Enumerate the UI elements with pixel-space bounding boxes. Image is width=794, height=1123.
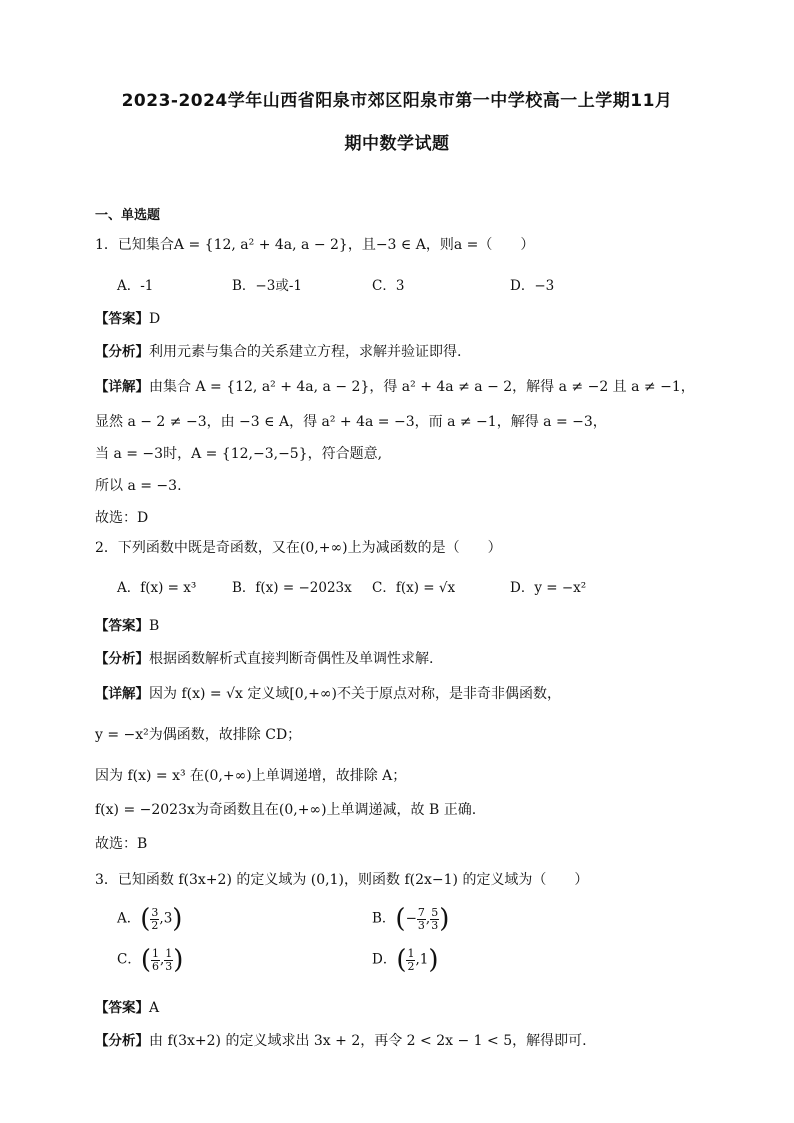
q1-stem-mid: ，且	[347, 237, 376, 253]
option-label: B．	[372, 910, 396, 927]
q2-detail-1	[95, 682, 561, 703]
answer-value: A	[149, 1000, 160, 1016]
q3-option-a: A．( $\frac{3}{2}$ ,3)	[117, 904, 183, 934]
q2-analysis	[95, 647, 433, 668]
q1-stem-end: （ ）	[478, 237, 535, 253]
section-heading: 一、单选题	[95, 208, 161, 223]
q3-option-d: D．( $\frac{1}{2}$ ,1)	[372, 945, 439, 975]
answer-tag: 【答案】	[95, 311, 149, 327]
fraction: $\frac{1}{3}$	[165, 946, 173, 973]
analysis-tag: 【分析】	[95, 344, 149, 360]
q1-detail-2: 显然 a − 2 ≠ −3，由 −3 ∈ A，得 a² + 4a = −3，而 a ≠ −1，解得 a = −3，	[95, 414, 607, 430]
q2-stem: 2．下列函数中既是奇函数，又在(0,+∞)上为减函数的是（ ）	[95, 540, 502, 556]
option-label: C．	[117, 951, 141, 968]
q2-answer	[95, 614, 159, 634]
q1-choose: 故选：D	[95, 510, 149, 526]
q3-answer	[95, 996, 159, 1016]
fraction: $\frac{5}{3}$	[431, 905, 439, 932]
q1-detail-1	[95, 375, 695, 396]
q1-stem-cond: −3 ∈ A	[375, 237, 426, 253]
q3-stem: 3．已知函数 f(3x+2) 的定义域为 (0,1)，则函数 f(2x−1) 的定义域为（ ）	[95, 872, 589, 888]
analysis-text: 根据函数解析式直接判断奇偶性及单调性求解.	[149, 651, 434, 667]
answer-tag: 【答案】	[95, 618, 149, 634]
q1-option-a: A．-1	[117, 278, 154, 294]
q2-option-c: C．f(x) = √x	[372, 580, 456, 596]
answer-value: B	[149, 618, 160, 634]
q1-option-b: B．−3或-1	[232, 278, 302, 294]
q1-analysis	[95, 340, 461, 361]
q3-option-c: C．( $\frac{1}{6}$ , $\frac{1}{3}$ )	[117, 945, 184, 975]
q1-stem-set: A = {12, a² + 4a, a − 2}	[173, 237, 348, 253]
analysis-tag: 【分析】	[95, 651, 149, 667]
answer-value: D	[149, 311, 161, 327]
q1-option-c: C．3	[372, 278, 405, 294]
fraction: $\frac{7}{3}$	[417, 905, 425, 932]
analysis-tag: 【分析】	[95, 1033, 149, 1049]
q3-option-b: B．(− $\frac{7}{3}$ , $\frac{5}{3}$ )	[372, 904, 450, 934]
fraction: $\frac{1}{6}$	[152, 946, 159, 973]
q2-detail-2: y = −x²为偶函数，故排除 CD；	[95, 727, 302, 743]
fraction: $\frac{1}{2}$	[407, 946, 415, 973]
q1-option-d: D．−3	[510, 278, 555, 294]
q1-answer	[95, 307, 160, 327]
q2-detail-3: 因为 f(x) = x³ 在(0,+∞)上单调递增，故排除 A；	[95, 768, 407, 784]
q1-stem-mid2: ，则	[425, 237, 454, 253]
q2-choose: 故选：B	[95, 836, 148, 852]
q3-analysis	[95, 1029, 587, 1050]
detail-text: 由集合 A = {12, a² + 4a, a − 2}，得 a² + 4a ≠ a − 2，解得 a ≠ −2 且 a ≠ −1，	[149, 379, 695, 395]
q2-option-a: A．f(x) = x³	[117, 580, 197, 596]
document-title-line2: 期中数学试题	[344, 134, 450, 154]
q1-detail-3: 当 a = −3时，A = {12,−3,−5}，符合题意,	[95, 446, 383, 462]
q1-detail-4: 所以 a = −3.	[95, 478, 182, 494]
q2-detail-4: f(x) = −2023x为奇函数且在(0,+∞)上单调递减，故 B 正确.	[95, 802, 477, 818]
analysis-text: 由 f(3x+2) 的定义域求出 3x + 2，再令 2 < 2x − 1 < 5，解得即可.	[149, 1033, 587, 1049]
document-title-line1: 2023-2024学年山西省阳泉市郊区阳泉市第一中学校高一上学期11月	[121, 91, 673, 111]
q1-stem-prefix: 1．已知集合	[95, 237, 174, 253]
option-label: A．	[117, 910, 141, 927]
q2-option-d: D．y = −x²	[510, 580, 587, 596]
detail-text: 因为 f(x) = √x 定义域[0,+∞)不关于原点对称，是非奇非偶函数，	[149, 686, 562, 702]
option-label: D．	[372, 951, 397, 968]
answer-tag: 【答案】	[95, 1000, 149, 1016]
q1-stem-ask: a =	[453, 237, 479, 253]
fraction: $\frac{3}{2}$	[151, 905, 159, 932]
q1-stem	[95, 234, 534, 254]
q2-option-b: B．f(x) = −2023x	[232, 580, 352, 596]
detail-tag: 【详解】	[95, 379, 149, 395]
analysis-text: 利用元素与集合的关系建立方程，求解并验证即得.	[149, 344, 462, 360]
detail-tag: 【详解】	[95, 686, 149, 702]
